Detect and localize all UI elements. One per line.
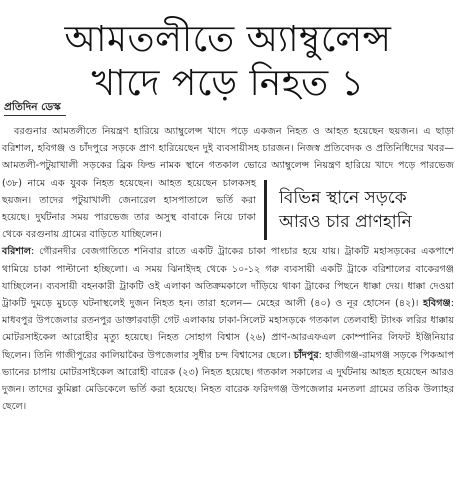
- pull-quote-line-1: বিভিন্ন স্থানে সড়কে: [279, 188, 407, 208]
- byline-underline: [4, 115, 66, 116]
- pull-quote: [264, 180, 454, 240]
- headline-line-2: খাদে পড়ে নিহত ১: [91, 63, 365, 104]
- paragraph-intro-text: বরগুনার আমতলীতে নিয়ন্ত্রণ হারিয়ে অ্যাম্বুলেন্স খাদে পড়ে একজন নিহত ও আহত হয়েছেন ছয়জন। এ ছাড়া বরিশাল, হবিগঞ্জ ও চাঁদপুরে সড়কে প্রাণ হারিয়েছেন দুই ব্যবসায়ীসহ চারজন। নিজস্ব প্রতিবেদক ও প্রতিনিধিদের খবর— আমতলী-পটুয়াখালী সড়কের ব্রিক ফিল্ড নামক স্থানে গতকাল ভোরে অ্যাম্বুলেন্স নিয়ন্ত্রণ হারিয়ে খাদে পড়ে পারভেজ (৩৮) নামে এক যুবক নিহত হয়েছেন। আহত হয়েছেন চালকসহ ছয়জন। তাদের পটুয়াখালী জেনারেল হাসপাতালে ভর্তি করা হয়েছে। দুর্ঘটনার সময় পারভেজ তার অসুস্থ বাবাকে নিয়ে ঢাকা থেকে বরগুনায় গ্রামের বাড়িতে যাচ্ছিলেন।: [2, 126, 454, 241]
- paragraph-barishal: [2, 243, 454, 415]
- paragraph-barishal-text: : গৌরনদীর বেজগাতিতে শনিবার রাতে একটি ট্রাকের চাকা পাংচার হয়ে যায়। ট্রাকটি মহাসড়কের একপাশে থামিয়ে চাকা পাল্টানো হচ্ছিলো। এ সময় ঝিনাইদহ থেকে ১০-১২ গরু ব্যবসায়ী একটি ট্রাকে বরিশালের বাকেরগঞ্জ যাচ্ছিলেন। ব্যবসায়ী বহনকারী ট্রাকটি ওই এলাকা অতিক্রমকালে দাঁড়িয়ে থাকা ট্রাকের পিছনে ধাক্কা দেয়। ধাক্কা দেওয়া ট্রাকটি দুমড়ে মুচড়ে ঘটনাস্থলেই দুজন নিহত হন। তারা হলেন— মেহের আলী (৪০) ও নূর হোসেন (৪২)।: [2, 246, 454, 310]
- paragraph-habiganj-text: : মাধবপুর উপজেলার রতনপুর ডাক্তারবাড়ী গেট এলাকায় ঢাকা-সিলেট মহাসড়কে গতকাল তেলবাহী ট্যাংক লরির ধাক্কায় মোটরসাইকেল আরোহীর মৃত্যু হয়েছে। নিহত সোহাগ বিশ্বাস (২৬) প্রাণ-আরএফএল কোম্পানির লিফট ইঞ্জিনিয়ার ছিলেন। তিনি গাজীপুরের কালিয়াকৈর উপজেলার সুধীর চন্দ বিশ্বাসের ছেলে।: [2, 298, 454, 361]
- place-chandpur: চাঁদপুর: [293, 349, 319, 361]
- headline-line-1: আমতলীতে অ্যাম্বুলেন্স: [64, 19, 392, 60]
- article-body: [2, 123, 454, 415]
- byline: প্রতিদিন ডেস্ক: [4, 101, 61, 113]
- paragraph-chandpur-text: : হাজীগঞ্জ-রামগঞ্জ সড়কে পিকআপ ভ্যানের চাপায় মোটরসাইকেল আরোহী বারেক (২৩) নিহত হয়েছে। গতকাল সকালের এ দুর্ঘটনায় আহত হয়েছেন আরও দুজন। তাদের কুমিল্লা মেডিকেলে ভর্তি করা হয়েছে। নিহত বারেক ফরিদগঞ্জ উপজেলার মনতলা গ্রামের তরিক উল্যাহর ছেলে।: [2, 349, 455, 413]
- place-habiganj: হবিগঞ্জ: [423, 298, 451, 310]
- place-barishal: বরিশাল: [2, 246, 31, 258]
- headline: [0, 18, 456, 106]
- pull-quote-line-2: আরও চার প্রাণহানি: [279, 212, 412, 232]
